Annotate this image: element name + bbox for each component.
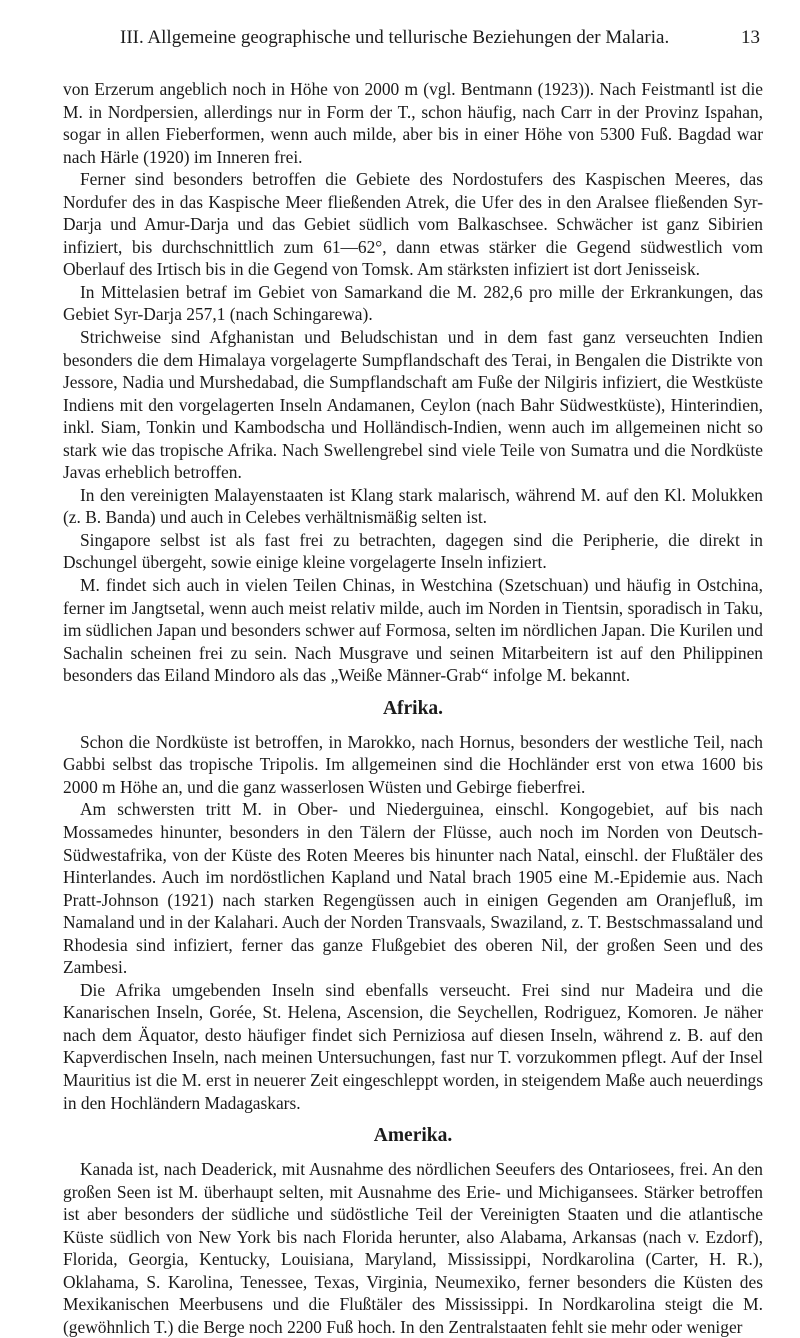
section-heading-amerika: Amerika.: [373, 1125, 453, 1147]
paragraph: In den vereinigten Malayenstaaten ist Klang stark malarisch, während M. auf den Kl. Molukken (z. B. Banda) und auch in Celebes verhältnismäßig selten ist.: [63, 484, 763, 528]
running-header-title: III. Allgemeine geographische und tellurische Beziehungen der Malaria.: [120, 27, 670, 48]
paragraph: In Mittelasien betraf im Gebiet von Samarkand die M. 282,6 pro mille der Erkrankungen, das Gebiet Syr-Darja 257,1 (nach Schingarewa).: [63, 281, 763, 325]
paragraph: Die Afrika umgebenden Inseln sind ebenfalls verseucht. Frei sind nur Madeira und die Kanarischen Inseln, Gorée, St. Helena, Ascension, die Seychellen, Rodriguez, Komoren. Je näher nach dem Äquator, desto häufiger findet sich Perniziosa auf diesen Inseln, während z. B. auf den Kapverdischen Inseln, nach meinen Untersuchungen, fast nur T. vorzukommen pflegt. Auf der Insel Mauritius ist die M. erst in neuerer Zeit eingeschleppt worden, in steigendem Maße auch neuerdings in den Hochländern Madagaskars.: [63, 979, 763, 1113]
section-heading-afrika: Afrika.: [382, 697, 444, 719]
paragraph: von Erzerum angeblich noch in Höhe von 2000 m (vgl. Bentmann (1923)). Nach Feistmantl ist die M. in Nordpersien, allerdings nur in Form der T., schon häufig, nach Carr in der Provinz Ispahan, sogar in allen Fieberformen, wenn auch milde, aber bis in einer Höhe von 5300 Fuß. Bagdad war nach Härle (1920) im Inneren frei.: [63, 79, 763, 167]
running-header: [120, 27, 760, 55]
paragraph: Am schwersten tritt M. in Ober- und Niederguinea, einschl. Kongogebiet, auf bis nach Mossamedes hinunter, besonders in den Tälern der Flüsse, auch noch im Norden von Deutsch-Südwestafrika, von der Küste des Roten Meeres bis hinunter nach Natal, einschl. der Flußtäler des Hinterlandes. Auch im nordöstlichen Kapland und Natal brach 1905 eine M.-Epidemie aus. Nach Pratt-Johnson (1921) nach starken Regengüssen auch in einigen Gegenden am Oranjefluß, im Namaland und in der Kalahari. Auch der Norden Transvaals, Swaziland, z. T. Bestschmassaland und Rhodesia sind infiziert, ferner das ganze Flußgebiet des oberen Nil, der großen Seen und des Zambesi.: [63, 799, 763, 978]
paragraph: M. findet sich auch in vielen Teilen Chinas, in Westchina (Szetschuan) und häufig in Ostchina, ferner im Jangtsetal, wenn auch meist relativ milde, auch im Norden in Tientsin, sporadisch in Taku, im südlichen Japan und besonders schwer auf Formosa, selten im nördlichen Japan. Die Kurilen und Sachalin scheinen frei zu sein. Nach Musgrave und seinen Mitarbeitern ist auf den Philippinen besonders das Eiland Mindoro als das „Weiße Männer-Grab“ infolge M. bekannt.: [63, 575, 763, 686]
paragraph: Schon die Nordküste ist betroffen, in Marokko, nach Hornus, besonders der westliche Teil, nach Gabbi selbst das tropische Tripolis. Im allgemeinen sind die Hochländer erst von etwa 1600 bis 2000 m Höhe an, und die ganz wasserlosen Wüsten und Gebirge fieberfrei.: [63, 731, 763, 797]
text-column: [63, 78, 763, 1338]
paragraph: Strichweise sind Afghanistan und Beludschistan und in dem fast ganz verseuchten Indien besonders die dem Himalaya vorgelagerte Sumpflandschaft des Terai, in Bengalen die Distrikte von Jessore, Nadia und Murshedabad, die Sumpflandschaft am Fuße der Nilgiris infiziert, die Westküste Indiens mit den vorgelagerten Inseln Andamanen, Ceylon (nach Bahr Südwestküste), Hinterindien, inkl. Siam, Tonkin und Kambodscha und Holländisch-Indien, wenn auch im allgemeinen nicht so stark wie das tropische Afrika. Nach Swellengrebel sind viele Teile von Sumatra und die Nordküste Javas erheblich betroffen.: [63, 327, 763, 483]
page-number: 13: [741, 27, 760, 48]
paragraph: Kanada ist, nach Deaderick, mit Ausnahme des nördlichen Seeufers des Ontariosees, frei. An den großen Seen ist M. überhaupt selten, mit Ausnahme des Erie- und Michigansees. Stärker betroffen ist aber besonders der südliche und südöstliche Teil der Vereinigten Staaten und die atlantische Küste südlich von New York bis nach Florida herunter, also Alabama, Arkansas (nach v. Ezdorf), Florida, Georgia, Kentucky, Louisiana, Maryland, Mississippi, Nordkarolina (Carter, H. R.), Oklahama, S. Karolina, Tenessee, Texas, Virginia, Neumexiko, ferner besonders die Küsten des Mexikanischen Meerbusens und die Flußtäler des Mississippi. In Nordkarolina steigt die M. (gewöhnlich T.) die Berge noch 2200 Fuß hoch. In den Zentralstaaten fehlt sie mehr oder weniger: [63, 1159, 763, 1337]
paragraph: Ferner sind besonders betroffen die Gebiete des Nordostufers des Kaspischen Meeres, das Nordufer des in das Kaspische Meer fließenden Atrek, die Ufer des in den Aralsee fließenden Syr-Darja und Amur-Darja und das Gebiet südlich vom Balkaschsee. Schwächer ist ganz Sibirien infiziert, bis durchschnittlich zum 61—62°, dann etwas stärker die Gegend südwestlich vom Oberlauf des Irtisch bis in die Gegend von Tomsk. Am stärksten infiziert ist dort Jenisseisk.: [63, 169, 763, 280]
paragraph: Singapore selbst ist als fast frei zu betrachten, dagegen sind die Peripherie, die direkt in Dschungel übergeht, sowie einige kleine vorgelagerte Inseln infiziert.: [63, 529, 763, 573]
